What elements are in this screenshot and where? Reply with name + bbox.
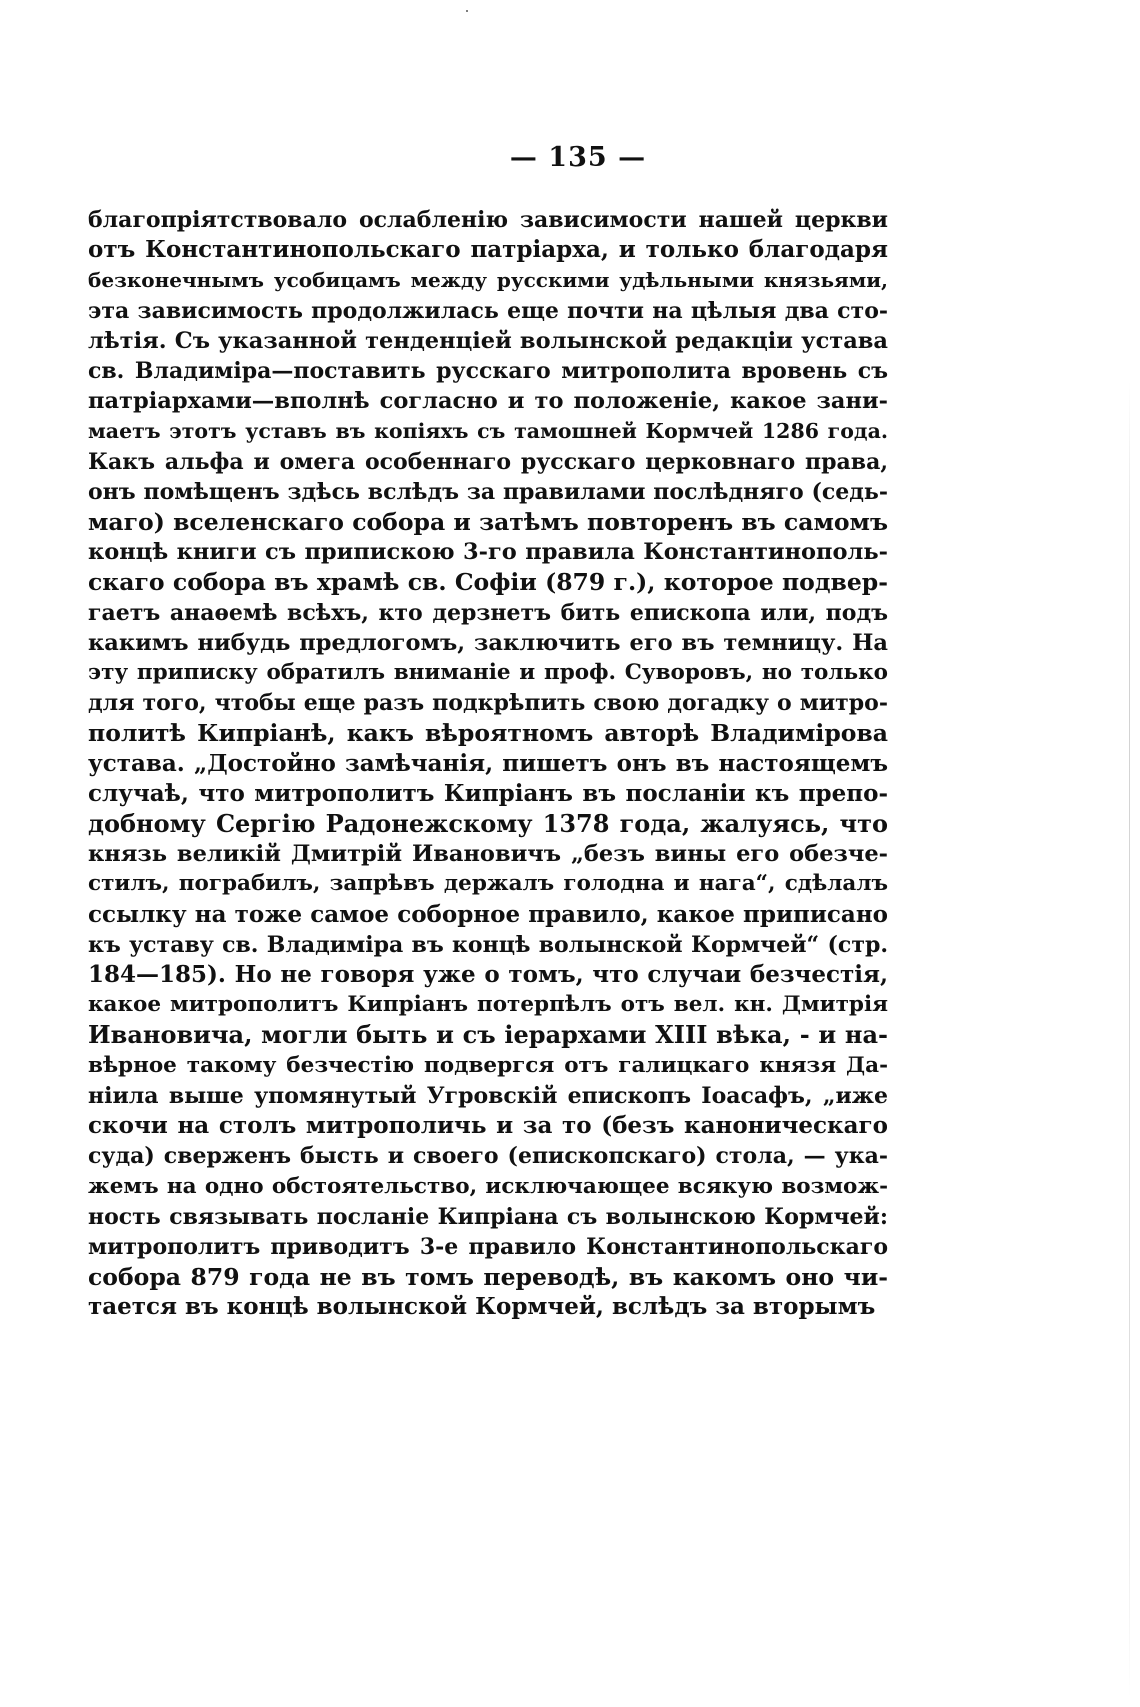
text-line: стилъ, пограбилъ, запрѣвъ держалъ голодна и нага“, сдѣлалъ bbox=[88, 871, 888, 897]
text-line: маго) вселенскаго собора и затѣмъ повторенъ въ самомъ bbox=[88, 508, 888, 537]
text-line: митрополитъ приводитъ 3-е правило Константинопольскаго bbox=[88, 1233, 888, 1260]
text-line: благопріятствовало ослабленію зависимости нашей церкви bbox=[88, 207, 888, 233]
text-line: князь великій Дмитрій Ивановичъ „безъ вины его обезче- bbox=[88, 841, 888, 868]
text-line: гаетъ анаѳемѣ всѣхъ, кто дерзнетъ бить епископа или, подъ bbox=[88, 599, 888, 626]
text-line: маетъ этотъ уставъ въ копіяхъ съ тамошней Кормчей 1286 года. bbox=[88, 419, 888, 444]
text-line: къ уставу св. Владиміра въ концѣ волынской Кормчей“ (стр. bbox=[88, 931, 888, 958]
text-line: лѣтія. Съ указанной тенденціей волынской редакціи устава bbox=[88, 327, 888, 354]
text-line: устава. „Достойно замѣчанія, пишетъ онъ въ настоящемъ bbox=[88, 749, 888, 777]
text-line: какимъ нибудь предлогомъ, заключить его въ темницу. На bbox=[88, 629, 888, 656]
text-line: суда) сверженъ бысть и своего (епископскаго) стола, — ука- bbox=[88, 1143, 888, 1170]
text-line: собора 879 года не въ томъ переводѣ, въ какомъ оно чи- bbox=[88, 1263, 888, 1292]
text-line: добному Сергію Радонежскому 1378 года, жалуясь, что bbox=[88, 809, 888, 839]
text-line: эта зависимость продолжилась еще почти на цѣлыя два сто- bbox=[88, 297, 888, 324]
text-line: отъ Константинопольскаго патріарха, и только благодаря bbox=[88, 236, 888, 264]
text-line: эту приписку обратилъ вниманіе и проф. Суворовъ, но только bbox=[88, 660, 888, 686]
text-line: концѣ книги съ припискою 3-го правила Константинополь- bbox=[88, 539, 888, 566]
text-line: Ивановича, могли быть и съ іерархами XIII вѣка, - и на- bbox=[88, 1020, 888, 1050]
text-line: онъ помѣщенъ здѣсь вслѣдъ за правилами послѣдняго (седь- bbox=[88, 478, 888, 505]
text-line: политѣ Кипріанѣ, какъ вѣроятномъ авторѣ Владимірова bbox=[88, 719, 888, 748]
text-line: скаго собора въ храмѣ св. Софіи (879 г.), которое подвер- bbox=[88, 568, 888, 597]
text-line: случаѣ, что митрополитъ Кипріанъ въ посланіи къ препо- bbox=[88, 779, 888, 807]
scan-speck bbox=[466, 10, 468, 12]
text-line: 184—185). Но не говоря уже о томъ, что случаи безчестія, bbox=[88, 961, 888, 989]
text-line: жемъ на одно обстоятельство, исключающее всякую возмож- bbox=[88, 1173, 888, 1199]
text-line: вѣрное такому безчестію подвергся отъ галицкаго князя Да- bbox=[88, 1052, 888, 1078]
text-line: ніила выше упомянутый Угровскій епископъ Іоасафъ, „иже bbox=[88, 1082, 888, 1109]
text-line: ность связывать посланіе Кипріана съ волынскою Кормчей: bbox=[88, 1203, 888, 1230]
text-line: св. Владиміра—поставить русскаго митрополита вровень съ bbox=[88, 358, 888, 385]
text-line: тается въ концѣ волынской Кормчей, вслѣдъ за вторымъ bbox=[88, 1293, 876, 1321]
page-number: — 135 — bbox=[509, 142, 647, 173]
body-text bbox=[88, 205, 888, 1323]
text-line: для того, чтобы еще разъ подкрѣпить свою догадку о митро- bbox=[88, 690, 888, 717]
text-line: безконечнымъ усобицамъ между русскими удѣльными князьями, bbox=[88, 268, 888, 293]
text-line: Какъ альфа и омега особеннаго русскаго церковнаго права, bbox=[88, 448, 888, 475]
text-line: скочи на столъ митрополичь и за то (безъ каноническаго bbox=[88, 1112, 888, 1140]
page-edge-shadow bbox=[1129, 380, 1130, 1700]
text-line: патріархами—вполнѣ согласно и то положеніе, какое зани- bbox=[88, 388, 888, 415]
text-line: ссылку на тоже самое соборное правило, какое приписано bbox=[88, 900, 888, 928]
text-line: какое митрополитъ Кипріанъ потерпѣлъ отъ вел. кн. Дмитрія bbox=[88, 992, 888, 1018]
